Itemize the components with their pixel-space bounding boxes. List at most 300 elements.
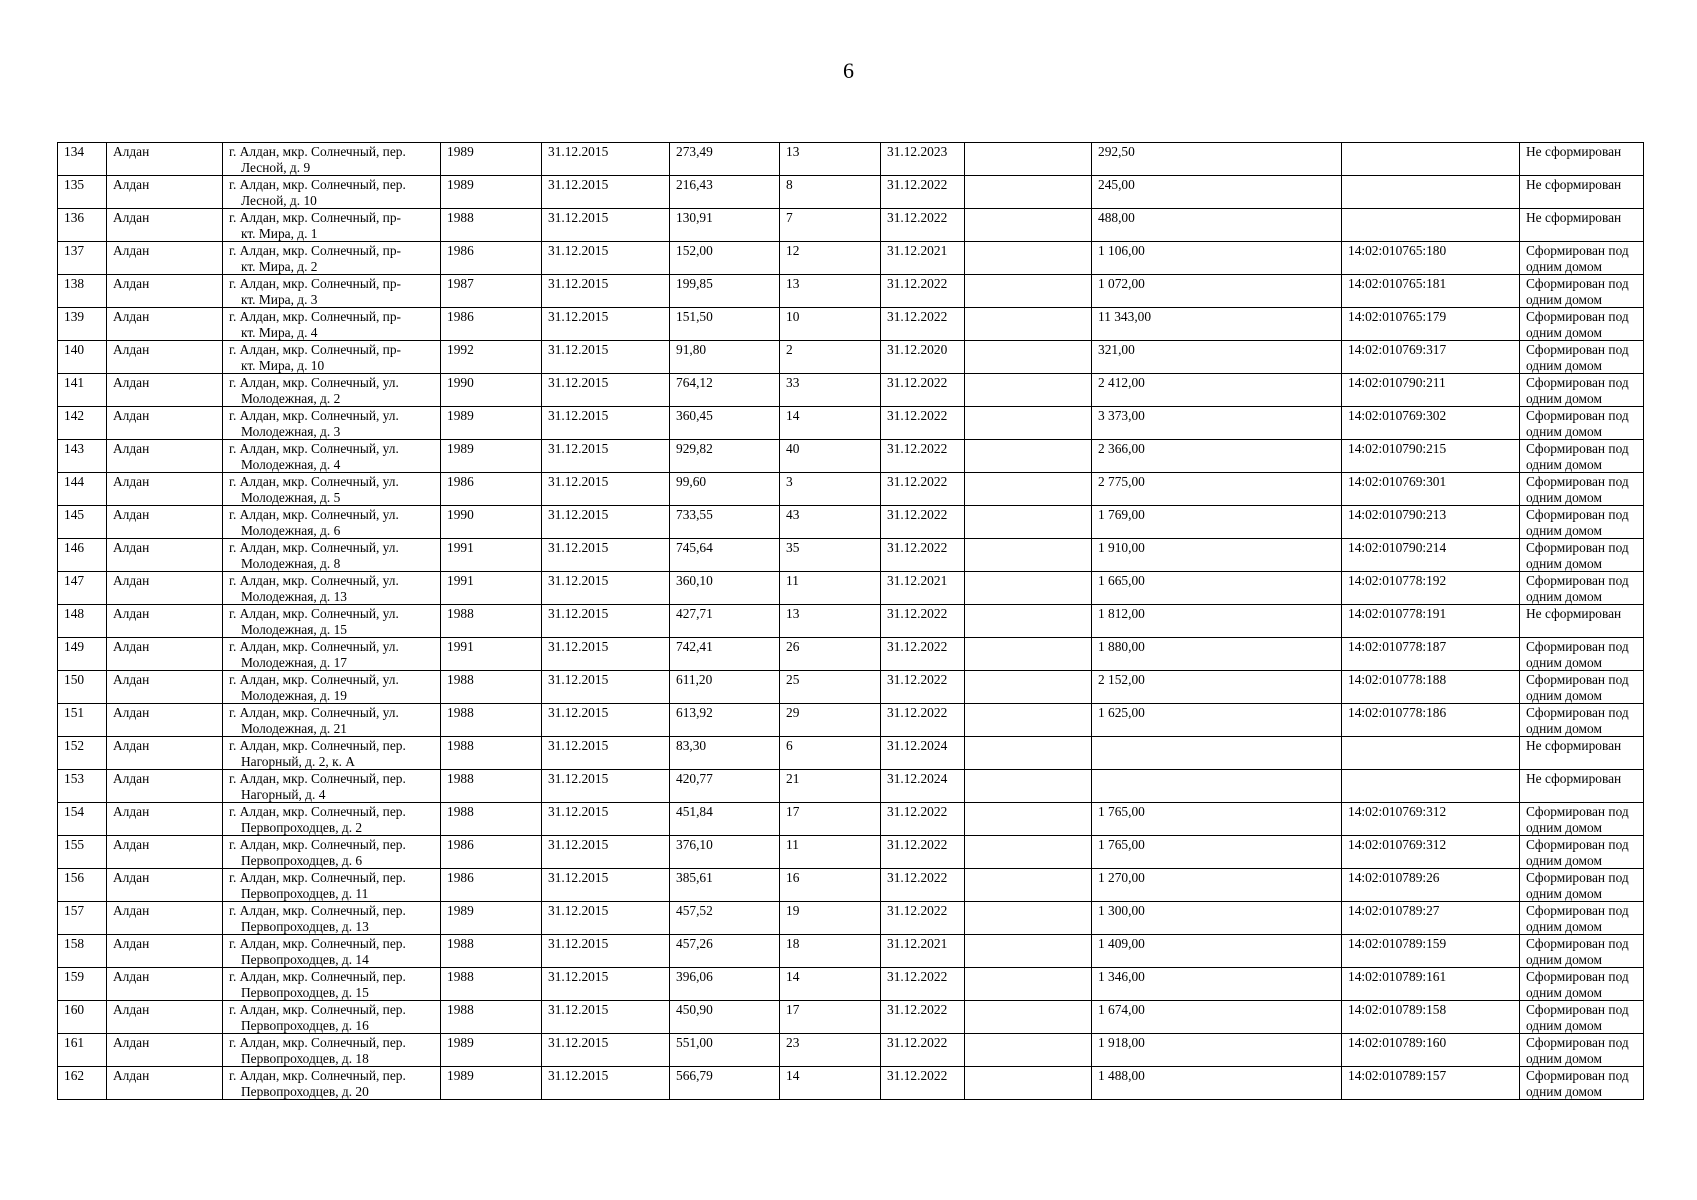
land-area-cell: 1 346,00 [1092, 968, 1342, 1001]
city-cell: Алдан [107, 143, 223, 176]
row-number-cell: 147 [58, 572, 107, 605]
land-status-cell: Сформирован под одним домом [1520, 506, 1644, 539]
address-line-2: Первопроходцев, д. 6 [241, 852, 363, 868]
land-status-cell: Сформирован под одним домом [1520, 1067, 1644, 1100]
date-cell: 31.12.2015 [542, 704, 670, 737]
address-cell [223, 869, 441, 902]
row-number-cell: 141 [58, 374, 107, 407]
address-line-1: г. Алдан, мкр. Солнечный, ул. [229, 573, 399, 588]
empty-cell [965, 638, 1092, 671]
empty-cell [965, 374, 1092, 407]
address-cell [223, 473, 441, 506]
address-cell [223, 770, 441, 803]
date-cell: 31.12.2015 [542, 1034, 670, 1067]
land-area-cell: 2 152,00 [1092, 671, 1342, 704]
city-cell: Алдан [107, 803, 223, 836]
deadline-cell: 31.12.2022 [881, 539, 965, 572]
row-number-cell: 140 [58, 341, 107, 374]
deadline-cell: 31.12.2021 [881, 242, 965, 275]
city-cell: Алдан [107, 176, 223, 209]
land-status-cell: Не сформирован [1520, 737, 1644, 770]
row-number-cell: 149 [58, 638, 107, 671]
table-row [58, 440, 1644, 473]
residents-count-cell: 14 [780, 968, 881, 1001]
deadline-cell: 31.12.2022 [881, 902, 965, 935]
address-line-2: Молодежная, д. 4 [241, 456, 341, 472]
empty-cell [965, 869, 1092, 902]
year-built-cell: 1988 [441, 209, 542, 242]
empty-cell [965, 143, 1092, 176]
area-cell: 745,64 [670, 539, 780, 572]
deadline-cell: 31.12.2022 [881, 209, 965, 242]
land-area-cell: 1 488,00 [1092, 1067, 1342, 1100]
area-cell: 427,71 [670, 605, 780, 638]
year-built-cell: 1989 [441, 440, 542, 473]
cadastral-number-cell: 14:02:010778:192 [1342, 572, 1520, 605]
land-status-cell: Не сформирован [1520, 770, 1644, 803]
city-cell: Алдан [107, 737, 223, 770]
residents-count-cell: 12 [780, 242, 881, 275]
area-cell: 457,52 [670, 902, 780, 935]
area-cell: 396,06 [670, 968, 780, 1001]
empty-cell [965, 440, 1092, 473]
empty-cell [965, 1034, 1092, 1067]
table-row [58, 374, 1644, 407]
row-number-cell: 156 [58, 869, 107, 902]
area-cell: 929,82 [670, 440, 780, 473]
cadastral-number-cell: 14:02:010789:157 [1342, 1067, 1520, 1100]
row-number-cell: 142 [58, 407, 107, 440]
date-cell: 31.12.2015 [542, 638, 670, 671]
table-row [58, 209, 1644, 242]
year-built-cell: 1991 [441, 539, 542, 572]
address-line-2: Первопроходцев, д. 11 [241, 885, 369, 901]
area-cell: 360,45 [670, 407, 780, 440]
land-status-cell: Сформирован под одним домом [1520, 374, 1644, 407]
table-row [58, 869, 1644, 902]
address-line-2: Молодежная, д. 3 [241, 423, 341, 439]
address-cell [223, 308, 441, 341]
cadastral-number-cell [1342, 770, 1520, 803]
address-line-1: г. Алдан, мкр. Солнечный, пр- [229, 309, 402, 324]
cadastral-number-cell: 14:02:010778:191 [1342, 605, 1520, 638]
area-cell: 199,85 [670, 275, 780, 308]
year-built-cell: 1992 [441, 341, 542, 374]
deadline-cell: 31.12.2022 [881, 1067, 965, 1100]
residents-count-cell: 13 [780, 605, 881, 638]
date-cell: 31.12.2015 [542, 242, 670, 275]
cadastral-number-cell: 14:02:010778:186 [1342, 704, 1520, 737]
address-cell [223, 671, 441, 704]
table-row [58, 308, 1644, 341]
area-cell: 551,00 [670, 1034, 780, 1067]
row-number-cell: 139 [58, 308, 107, 341]
residents-count-cell: 6 [780, 737, 881, 770]
table-row [58, 1001, 1644, 1034]
residents-count-cell: 18 [780, 935, 881, 968]
address-line-1: г. Алдан, мкр. Солнечный, пер. [229, 738, 406, 753]
cadastral-number-cell [1342, 176, 1520, 209]
table-row [58, 341, 1644, 374]
deadline-cell: 31.12.2022 [881, 506, 965, 539]
row-number-cell: 148 [58, 605, 107, 638]
land-area-cell: 1 910,00 [1092, 539, 1342, 572]
table-row [58, 275, 1644, 308]
address-line-1: г. Алдан, мкр. Солнечный, пер. [229, 969, 406, 984]
date-cell: 31.12.2015 [542, 308, 670, 341]
empty-cell [965, 704, 1092, 737]
row-number-cell: 151 [58, 704, 107, 737]
land-area-cell: 292,50 [1092, 143, 1342, 176]
table-row [58, 1034, 1644, 1067]
year-built-cell: 1988 [441, 1001, 542, 1034]
date-cell: 31.12.2015 [542, 968, 670, 1001]
empty-cell [965, 275, 1092, 308]
empty-cell [965, 407, 1092, 440]
area-cell: 733,55 [670, 506, 780, 539]
date-cell: 31.12.2015 [542, 902, 670, 935]
land-area-cell [1092, 737, 1342, 770]
table-row [58, 770, 1644, 803]
land-status-cell: Сформирован под одним домом [1520, 341, 1644, 374]
area-cell: 83,30 [670, 737, 780, 770]
city-cell: Алдан [107, 572, 223, 605]
empty-cell [965, 539, 1092, 572]
date-cell: 31.12.2015 [542, 275, 670, 308]
row-number-cell: 159 [58, 968, 107, 1001]
area-cell: 360,10 [670, 572, 780, 605]
year-built-cell: 1991 [441, 572, 542, 605]
land-status-cell: Сформирован под одним домом [1520, 671, 1644, 704]
residents-count-cell: 19 [780, 902, 881, 935]
empty-cell [965, 341, 1092, 374]
year-built-cell: 1988 [441, 704, 542, 737]
address-line-1: г. Алдан, мкр. Солнечный, ул. [229, 705, 399, 720]
deadline-cell: 31.12.2023 [881, 143, 965, 176]
residents-count-cell: 40 [780, 440, 881, 473]
address-cell [223, 605, 441, 638]
residents-count-cell: 13 [780, 143, 881, 176]
residents-count-cell: 2 [780, 341, 881, 374]
row-number-cell: 135 [58, 176, 107, 209]
address-line-2: Молодежная, д. 19 [241, 687, 347, 703]
land-area-cell: 488,00 [1092, 209, 1342, 242]
city-cell: Алдан [107, 407, 223, 440]
table-row [58, 968, 1644, 1001]
land-status-cell: Сформирован под одним домом [1520, 836, 1644, 869]
address-line-1: г. Алдан, мкр. Солнечный, ул. [229, 375, 399, 390]
area-cell: 216,43 [670, 176, 780, 209]
address-line-2: кт. Мира, д. 10 [241, 357, 325, 373]
residents-count-cell: 8 [780, 176, 881, 209]
empty-cell [965, 902, 1092, 935]
area-cell: 566,79 [670, 1067, 780, 1100]
year-built-cell: 1989 [441, 1067, 542, 1100]
residents-count-cell: 17 [780, 803, 881, 836]
land-status-cell: Не сформирован [1520, 605, 1644, 638]
address-line-1: г. Алдан, мкр. Солнечный, ул. [229, 474, 399, 489]
land-status-cell: Сформирован под одним домом [1520, 1001, 1644, 1034]
date-cell: 31.12.2015 [542, 671, 670, 704]
date-cell: 31.12.2015 [542, 1001, 670, 1034]
empty-cell [965, 803, 1092, 836]
residents-count-cell: 7 [780, 209, 881, 242]
city-cell: Алдан [107, 1001, 223, 1034]
address-cell [223, 275, 441, 308]
land-status-cell: Не сформирован [1520, 209, 1644, 242]
year-built-cell: 1988 [441, 605, 542, 638]
date-cell: 31.12.2015 [542, 506, 670, 539]
cadastral-number-cell: 14:02:010769:301 [1342, 473, 1520, 506]
cadastral-number-cell: 14:02:010765:180 [1342, 242, 1520, 275]
land-area-cell: 321,00 [1092, 341, 1342, 374]
land-area-cell: 1 674,00 [1092, 1001, 1342, 1034]
year-built-cell: 1989 [441, 176, 542, 209]
year-built-cell: 1986 [441, 836, 542, 869]
row-number-cell: 145 [58, 506, 107, 539]
land-status-cell: Сформирован под одним домом [1520, 968, 1644, 1001]
residents-count-cell: 16 [780, 869, 881, 902]
land-area-cell: 1 665,00 [1092, 572, 1342, 605]
city-cell: Алдан [107, 902, 223, 935]
land-area-cell: 1 300,00 [1092, 902, 1342, 935]
residents-count-cell: 10 [780, 308, 881, 341]
year-built-cell: 1988 [441, 737, 542, 770]
land-area-cell: 11 343,00 [1092, 308, 1342, 341]
land-area-cell: 2 366,00 [1092, 440, 1342, 473]
residents-count-cell: 25 [780, 671, 881, 704]
city-cell: Алдан [107, 836, 223, 869]
deadline-cell: 31.12.2022 [881, 440, 965, 473]
row-number-cell: 136 [58, 209, 107, 242]
year-built-cell: 1986 [441, 308, 542, 341]
empty-cell [965, 242, 1092, 275]
address-line-2: Лесной, д. 9 [241, 159, 311, 175]
land-area-cell: 2 775,00 [1092, 473, 1342, 506]
address-cell [223, 176, 441, 209]
address-line-1: г. Алдан, мкр. Солнечный, ул. [229, 507, 399, 522]
city-cell: Алдан [107, 341, 223, 374]
address-line-2: кт. Мира, д. 3 [241, 291, 318, 307]
address-cell [223, 143, 441, 176]
deadline-cell: 31.12.2022 [881, 803, 965, 836]
address-line-1: г. Алдан, мкр. Солнечный, ул. [229, 540, 399, 555]
cadastral-number-cell: 14:02:010790:215 [1342, 440, 1520, 473]
deadline-cell: 31.12.2022 [881, 308, 965, 341]
area-cell: 91,80 [670, 341, 780, 374]
year-built-cell: 1989 [441, 407, 542, 440]
land-status-cell: Сформирован под одним домом [1520, 572, 1644, 605]
address-line-2: Молодежная, д. 13 [241, 588, 347, 604]
empty-cell [965, 308, 1092, 341]
cadastral-number-cell: 14:02:010790:211 [1342, 374, 1520, 407]
area-cell: 152,00 [670, 242, 780, 275]
address-line-1: г. Алдан, мкр. Солнечный, ул. [229, 672, 399, 687]
land-status-cell: Сформирован под одним домом [1520, 440, 1644, 473]
deadline-cell: 31.12.2022 [881, 638, 965, 671]
land-status-cell: Сформирован под одним домом [1520, 638, 1644, 671]
row-number-cell: 138 [58, 275, 107, 308]
land-status-cell: Сформирован под одним домом [1520, 902, 1644, 935]
cadastral-number-cell: 14:02:010769:312 [1342, 803, 1520, 836]
empty-cell [965, 176, 1092, 209]
residents-count-cell: 13 [780, 275, 881, 308]
row-number-cell: 144 [58, 473, 107, 506]
residents-count-cell: 17 [780, 1001, 881, 1034]
row-number-cell: 160 [58, 1001, 107, 1034]
cadastral-number-cell: 14:02:010778:188 [1342, 671, 1520, 704]
city-cell: Алдан [107, 374, 223, 407]
city-cell: Алдан [107, 473, 223, 506]
cadastral-number-cell [1342, 737, 1520, 770]
empty-cell [965, 737, 1092, 770]
deadline-cell: 31.12.2020 [881, 341, 965, 374]
deadline-cell: 31.12.2022 [881, 1034, 965, 1067]
row-number-cell: 143 [58, 440, 107, 473]
cadastral-number-cell: 14:02:010765:181 [1342, 275, 1520, 308]
land-area-cell: 1 765,00 [1092, 803, 1342, 836]
residents-count-cell: 11 [780, 836, 881, 869]
table-row [58, 671, 1644, 704]
city-cell: Алдан [107, 935, 223, 968]
date-cell: 31.12.2015 [542, 374, 670, 407]
land-area-cell: 2 412,00 [1092, 374, 1342, 407]
land-status-cell: Сформирован под одним домом [1520, 935, 1644, 968]
year-built-cell: 1989 [441, 902, 542, 935]
date-cell: 31.12.2015 [542, 869, 670, 902]
address-line-2: Первопроходцев, д. 14 [241, 951, 369, 967]
year-built-cell: 1986 [441, 473, 542, 506]
table-row [58, 638, 1644, 671]
empty-cell [965, 572, 1092, 605]
land-area-cell: 1 769,00 [1092, 506, 1342, 539]
row-number-cell: 150 [58, 671, 107, 704]
area-cell: 451,84 [670, 803, 780, 836]
address-line-2: Нагорный, д. 2, к. А [241, 753, 355, 769]
table-row [58, 605, 1644, 638]
date-cell: 31.12.2015 [542, 143, 670, 176]
residents-count-cell: 3 [780, 473, 881, 506]
row-number-cell: 134 [58, 143, 107, 176]
address-line-2: Первопроходцев, д. 2 [241, 819, 363, 835]
table-row [58, 836, 1644, 869]
date-cell: 31.12.2015 [542, 605, 670, 638]
address-line-1: г. Алдан, мкр. Солнечный, пер. [229, 870, 406, 885]
city-cell: Алдан [107, 638, 223, 671]
year-built-cell: 1986 [441, 869, 542, 902]
area-cell: 151,50 [670, 308, 780, 341]
city-cell: Алдан [107, 440, 223, 473]
land-area-cell: 1 765,00 [1092, 836, 1342, 869]
row-number-cell: 162 [58, 1067, 107, 1100]
area-cell: 457,26 [670, 935, 780, 968]
cadastral-number-cell [1342, 209, 1520, 242]
date-cell: 31.12.2015 [542, 1067, 670, 1100]
land-area-cell: 1 270,00 [1092, 869, 1342, 902]
area-cell: 99,60 [670, 473, 780, 506]
cadastral-number-cell: 14:02:010790:213 [1342, 506, 1520, 539]
deadline-cell: 31.12.2022 [881, 869, 965, 902]
address-line-2: кт. Мира, д. 1 [241, 225, 318, 241]
year-built-cell: 1988 [441, 770, 542, 803]
residents-count-cell: 14 [780, 407, 881, 440]
address-cell [223, 242, 441, 275]
table-row [58, 737, 1644, 770]
empty-cell [965, 605, 1092, 638]
table-row [58, 242, 1644, 275]
cadastral-number-cell: 14:02:010789:161 [1342, 968, 1520, 1001]
residents-count-cell: 33 [780, 374, 881, 407]
address-cell [223, 341, 441, 374]
address-line-2: Первопроходцев, д. 15 [241, 984, 369, 1000]
residents-count-cell: 14 [780, 1067, 881, 1100]
row-number-cell: 146 [58, 539, 107, 572]
land-status-cell: Сформирован под одним домом [1520, 308, 1644, 341]
empty-cell [965, 968, 1092, 1001]
address-cell [223, 638, 441, 671]
empty-cell [965, 506, 1092, 539]
empty-cell [965, 209, 1092, 242]
table-row [58, 1067, 1644, 1100]
address-line-1: г. Алдан, мкр. Солнечный, пер. [229, 177, 406, 192]
address-cell [223, 1001, 441, 1034]
address-line-2: Молодежная, д. 2 [241, 390, 341, 406]
address-line-2: кт. Мира, д. 2 [241, 258, 318, 274]
land-status-cell: Сформирован под одним домом [1520, 407, 1644, 440]
address-cell [223, 572, 441, 605]
address-line-1: г. Алдан, мкр. Солнечный, пер. [229, 1035, 406, 1050]
address-line-2: Первопроходцев, д. 13 [241, 918, 369, 934]
date-cell: 31.12.2015 [542, 473, 670, 506]
table-row [58, 704, 1644, 737]
address-line-2: Молодежная, д. 6 [241, 522, 341, 538]
land-area-cell: 1 812,00 [1092, 605, 1342, 638]
area-cell: 613,92 [670, 704, 780, 737]
land-status-cell: Сформирован под одним домом [1520, 803, 1644, 836]
address-cell [223, 836, 441, 869]
city-cell: Алдан [107, 506, 223, 539]
address-cell [223, 803, 441, 836]
date-cell: 31.12.2015 [542, 209, 670, 242]
table-row [58, 902, 1644, 935]
deadline-cell: 31.12.2022 [881, 836, 965, 869]
year-built-cell: 1986 [441, 242, 542, 275]
land-area-cell: 1 072,00 [1092, 275, 1342, 308]
address-cell [223, 1034, 441, 1067]
area-cell: 450,90 [670, 1001, 780, 1034]
deadline-cell: 31.12.2024 [881, 770, 965, 803]
area-cell: 385,61 [670, 869, 780, 902]
area-cell: 611,20 [670, 671, 780, 704]
address-line-2: Молодежная, д. 15 [241, 621, 347, 637]
year-built-cell: 1988 [441, 671, 542, 704]
residents-count-cell: 23 [780, 1034, 881, 1067]
address-line-2: Первопроходцев, д. 16 [241, 1017, 369, 1033]
table-row [58, 803, 1644, 836]
year-built-cell: 1988 [441, 803, 542, 836]
deadline-cell: 31.12.2022 [881, 275, 965, 308]
address-cell [223, 968, 441, 1001]
empty-cell [965, 935, 1092, 968]
address-line-1: г. Алдан, мкр. Солнечный, пер. [229, 903, 406, 918]
address-cell [223, 935, 441, 968]
land-status-cell: Сформирован под одним домом [1520, 275, 1644, 308]
cadastral-number-cell: 14:02:010789:26 [1342, 869, 1520, 902]
land-status-cell: Не сформирован [1520, 176, 1644, 209]
land-status-cell: Сформирован под одним домом [1520, 473, 1644, 506]
row-number-cell: 158 [58, 935, 107, 968]
address-line-1: г. Алдан, мкр. Солнечный, пер. [229, 771, 406, 786]
